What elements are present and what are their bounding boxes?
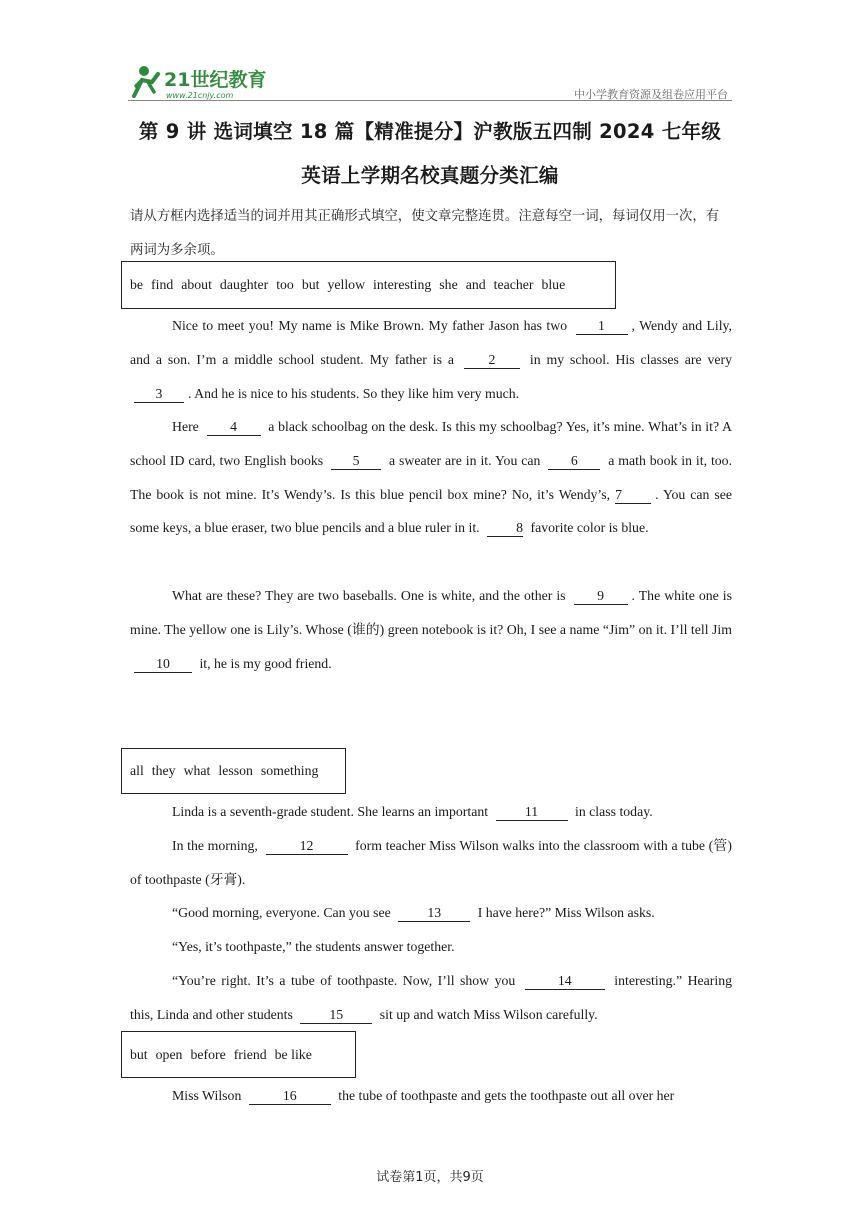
passage2-paragraph-5: “You’re right. It’s a tube of toothpaste. Now, I’ll show you 14 interesting.” Hearing this, Linda and other students 15 sit up and watch Miss Wilson carefully. bbox=[130, 973, 733, 1022]
blank-13: 13 bbox=[398, 905, 470, 922]
word-box-2 bbox=[121, 748, 346, 794]
word-box-1-word: too bbox=[276, 277, 294, 292]
page-title-line-2: 英语上学期名校真题分类汇编 bbox=[301, 164, 559, 187]
site-tagline: 中小学教育资源及组卷应用平台 bbox=[574, 88, 728, 101]
blank-12: 12 bbox=[266, 838, 348, 855]
word-box-2-word: they bbox=[151, 763, 176, 778]
passage1-paragraph-3: What are these? They are two baseballs. One is white, and the other is 9 . The white one is mine. The yellow one is Lily’s. Whose (谁的) green notebook is it? Oh, I see a name “Jim” on it. I’ll tell Jim 10 it, he is my good friend. bbox=[130, 588, 732, 671]
word-box-2-word: something bbox=[260, 763, 319, 778]
word-box-1-word: interesting bbox=[373, 277, 432, 292]
passage2-paragraph-6: Miss Wilson 16 the tube of toothpaste and gets the toothpaste out all over her bbox=[172, 1088, 675, 1103]
word-box-1-word: about bbox=[181, 277, 212, 292]
word-box-2-word: lesson bbox=[218, 763, 253, 778]
page-title-line-1: 第 9 讲 选词填空 18 篇【精准提分】沪教版五四制 2024 七年级 bbox=[138, 120, 722, 143]
page-footer: 试卷第1页，共9页 bbox=[376, 1170, 484, 1185]
header-divider bbox=[128, 100, 732, 101]
passage1-paragraph-2: Here 4 a black schoolbag on the desk. Is this my schoolbag? Yes, it’s mine. What’s in it? A school ID card, two English books 5 a sweater are in it. You can 6 a math book in it, too. The book is not mine. It’s Wendy’s. Is this blue pencil box mine? No, it’s Wendy’s, 7 . You can see some keys, a blue eraser, two blue pencils and a blue ruler in it. 8 favorite color is blue. bbox=[130, 419, 733, 536]
passage2-paragraph-1: Linda is a seventh-grade student. She learns an important 11 in class today. bbox=[172, 804, 653, 819]
logo-url: www.21cnjy.com bbox=[166, 91, 234, 100]
page-header bbox=[128, 62, 732, 102]
blank-4: 4 bbox=[207, 419, 261, 436]
passage2-paragraph-3: “Good morning, everyone. Can you see 13 I have here?” Miss Wilson asks. bbox=[172, 905, 655, 920]
word-box-2-word: what bbox=[183, 763, 211, 778]
blank-7: 7 bbox=[615, 487, 651, 504]
passage1-paragraph-1: Nice to meet you! My name is Mike Brown. My father Jason has two 1 , Wendy and Lily, and a son. I’m a middle school student. My father is a 2 in my school. His classes are very 3 . And he is nice to his students. So they like him very much. bbox=[130, 318, 733, 401]
blank-3: 3 bbox=[134, 386, 184, 403]
word-box-1-word: blue bbox=[541, 277, 566, 292]
blank-8: 8 bbox=[487, 520, 523, 537]
blank-14: 14 bbox=[525, 973, 605, 990]
blank-6: 6 bbox=[548, 453, 600, 470]
instruction: 请从方框内选择适当的词并用其正确形式填空，使文章完整连贯。注意每空一词，每词仅用一次，有两词为多余项。 bbox=[130, 209, 720, 258]
word-box-1-word: she bbox=[439, 277, 458, 292]
word-box-1 bbox=[121, 261, 616, 309]
word-box-1-word: and bbox=[465, 277, 486, 292]
word-box-1-word: yellow bbox=[327, 277, 366, 292]
word-box-3-word: before bbox=[190, 1046, 226, 1062]
word-box-1-word: be bbox=[130, 277, 144, 292]
blank-1: 1 bbox=[576, 318, 628, 335]
logo-text: 21世纪教育 bbox=[164, 69, 267, 91]
passage2-paragraph-2: In the morning, 12 form teacher Miss Wilson walks into the classroom with a tube (管) of toothpaste (牙膏). bbox=[130, 838, 733, 887]
blank-16: 16 bbox=[249, 1088, 331, 1105]
blank-15: 15 bbox=[300, 1007, 372, 1024]
blank-2: 2 bbox=[464, 352, 520, 369]
passage2-paragraph-4: “Yes, it’s toothpaste,” the students answer together. bbox=[172, 939, 455, 954]
blank-10: 10 bbox=[134, 656, 192, 673]
blank-9: 9 bbox=[574, 588, 628, 605]
word-box-1-word: teacher bbox=[493, 277, 534, 292]
word-box-1-word: daughter bbox=[219, 277, 269, 292]
blank-5: 5 bbox=[331, 453, 381, 470]
word-box-1-word: but bbox=[301, 277, 320, 292]
word-box-3-word: be like bbox=[274, 1046, 312, 1062]
word-box-3 bbox=[121, 1031, 356, 1078]
blank-11: 11 bbox=[496, 804, 568, 821]
word-box-3-word: open bbox=[155, 1046, 183, 1062]
site-logo bbox=[128, 62, 268, 102]
word-box-3-word: friend bbox=[233, 1046, 267, 1062]
word-box-1-word: find bbox=[151, 277, 174, 292]
word-box-3-word: but bbox=[130, 1046, 148, 1062]
word-box-2-word: all bbox=[130, 763, 144, 778]
